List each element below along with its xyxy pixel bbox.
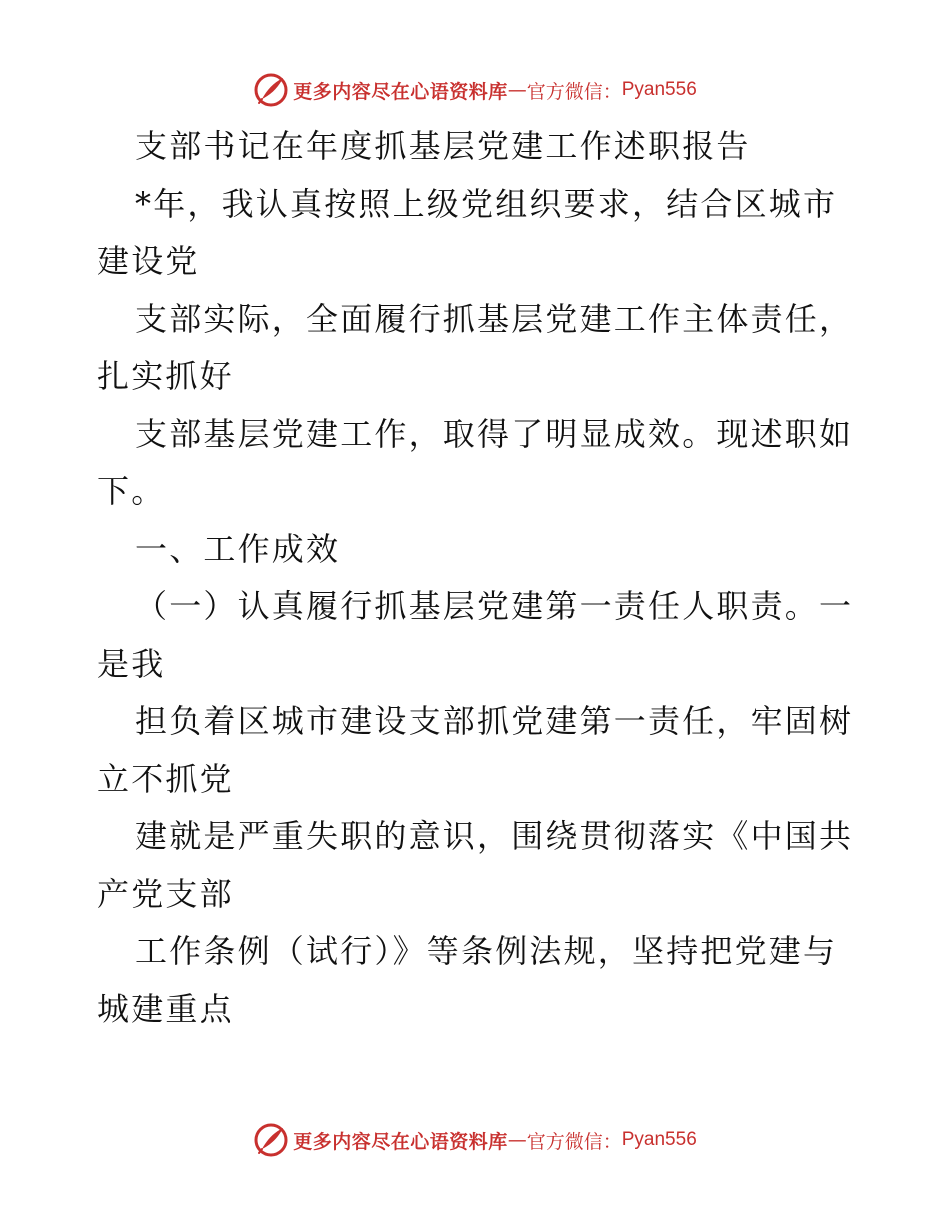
document-line: 建就是严重失职的意识，围绕贯彻落实《中国共 — [135, 817, 854, 855]
banner-separator: — — [507, 1129, 527, 1151]
document-body — [97, 118, 867, 1038]
document-line: 一、工作成效 — [135, 529, 341, 568]
document-line: 是我 — [97, 644, 166, 683]
banner-separator: — — [507, 79, 527, 101]
document-line: 支部基层党建工作，取得了明显成效。现述职如 — [135, 414, 854, 453]
document-line: （一）认真履行抓基层党建第一责任人职责。一 — [135, 587, 854, 625]
banner-brand-text: 更多内容尽在心语资料库 — [293, 1130, 508, 1153]
document-line: 城建重点 — [97, 989, 234, 1028]
document-line: 支部实际，全面履行抓基层党建工作主体责任， — [135, 299, 854, 338]
banner-wechat-label: 官方微信： — [526, 1130, 622, 1153]
document-line: 扎实抓好 — [97, 357, 234, 395]
banner-brand-text: 更多内容尽在心语资料库 — [293, 80, 508, 103]
header-watermark-banner — [0, 70, 950, 110]
banner-wechat-id: Pyan556 — [621, 1129, 697, 1150]
document-line: 下。 — [97, 472, 166, 510]
quill-in-circle-icon — [253, 1122, 289, 1158]
document-line: 支部书记在年度抓基层党建工作述职报告 — [135, 127, 751, 165]
document-line: 建设党 — [97, 242, 200, 280]
banner-wechat-id: Pyan556 — [621, 79, 697, 100]
document-line: 担负着区城市建设支部抓党建第一责任，牢固树 — [135, 702, 854, 740]
banner-wechat-label: 官方微信： — [526, 80, 622, 103]
quill-in-circle-icon — [253, 72, 289, 108]
document-line: *年，我认真按照上级党组织要求，结合区城市 — [135, 184, 838, 223]
footer-watermark-banner — [0, 1120, 950, 1160]
document-line: 立不抓党 — [97, 759, 234, 798]
document-line: 工作条例（试行）》等条例法规，坚持把党建与 — [135, 932, 838, 970]
document-line: 产党支部 — [97, 874, 234, 913]
